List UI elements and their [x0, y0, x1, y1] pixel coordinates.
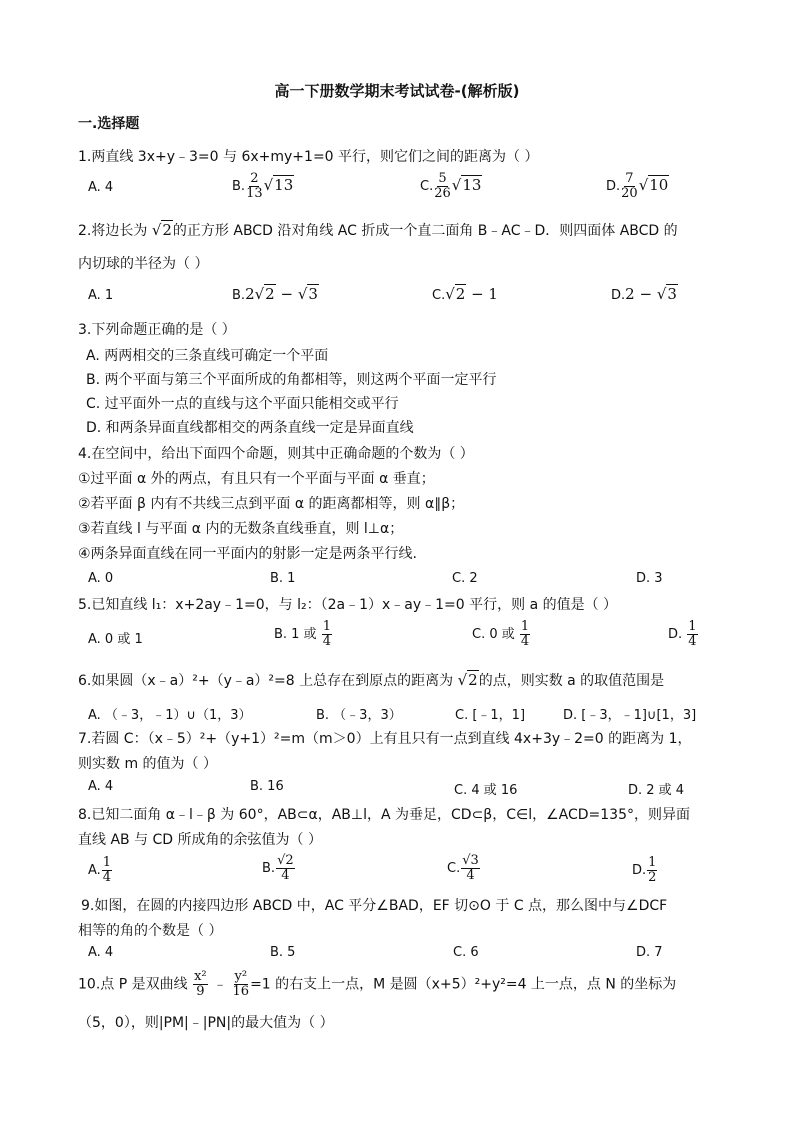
question-7-stem: 7.若圆 C：（x﹣5）²+（y+1）²=m（m＞0）上有且只有一点到直线 4x+3y﹣2=0 的距离为 1， — [78, 731, 692, 747]
fraction: $\frac{1}{2}$ — [648, 855, 657, 885]
q7-option-d: D. 2 或 4 — [628, 783, 685, 798]
q5-option-c: C. 0 或 $\frac{1}{4}$ — [472, 619, 530, 649]
question-10-stem: 10.点 P 是双曲线 $\frac{\text{x²}}{9}$ ﹣ $\frac{\text{y²}}{16}$ =1 的右支上一点，M 是圆（x+5）²+y²=4 上一点，点 N 的坐标为 — [78, 969, 677, 999]
sqrt-symbol: √10 — [638, 176, 669, 194]
q3-option-a: A. 两两相交的三条直线可确定一个平面 — [86, 348, 329, 364]
q8-option-c: C. $\frac{√3}{4}$ — [447, 853, 479, 883]
q2-option-a: A. 1 — [88, 288, 114, 303]
fraction: $\frac{\text{x²}}{9}$ — [194, 969, 207, 999]
q7-option-a: A. 4 — [88, 779, 114, 794]
q1-option-d: D. $\frac{7}{20}$ √10 — [606, 171, 669, 201]
sqrt-symbol: √13 — [263, 176, 294, 194]
q4-option-c: C. 2 — [452, 571, 478, 586]
q8-option-b: B. $\frac{√2}{4}$ — [262, 853, 294, 883]
question-8-stem: 8.已知二面角 α﹣l﹣β 为 60°，AB⊂α，AB⊥l，A 为垂足，CD⊂β，C∈l，∠ACD=135°，则异面 — [78, 807, 690, 823]
question-9-stem-line2: 相等的角的个数是（ ） — [78, 923, 223, 939]
fraction: $\frac{√2}{4}$ — [277, 853, 294, 883]
q9-option-c: C. 6 — [453, 945, 479, 960]
q9-option-b: B. 5 — [270, 945, 296, 960]
question-3-stem: 3.下列命题正确的是（ ） — [78, 322, 236, 338]
q1-option-b: B. $\frac{2}{13}$ √13 — [232, 171, 294, 201]
fraction: $\frac{√3}{4}$ — [462, 853, 479, 883]
sqrt-symbol: √2 — [445, 285, 466, 303]
fraction: $\frac{1}{4}$ — [322, 619, 332, 649]
fraction: $\frac{1}{4}$ — [688, 619, 697, 649]
sqrt-symbol: √13 — [451, 176, 482, 194]
q6-option-d: D. [﹣3，﹣1]∪[1，3] — [563, 708, 697, 723]
fraction: $\frac{2}{13}$ — [246, 171, 263, 201]
q1-option-a: A. 4 — [88, 180, 114, 195]
q6-option-c: C. [﹣1，1] — [455, 708, 526, 723]
sqrt-symbol: √2 — [457, 671, 478, 689]
fraction: $\frac{1}{4}$ — [102, 855, 112, 885]
question-2-stem-line2: 内切球的半径为（ ） — [78, 256, 209, 272]
q4-option-d: D. 3 — [636, 571, 663, 586]
q6-option-a: A. （﹣3，﹣1）∪（1，3） — [88, 708, 252, 723]
fraction: $\frac{7}{20}$ — [621, 171, 638, 201]
fraction: $\frac{\text{y²}}{16}$ — [232, 969, 250, 999]
page-title: 高一下册数学期末考试试卷-(解析版) — [274, 82, 520, 100]
sqrt-symbol: √3 — [297, 285, 318, 303]
question-4-stem: 4.在空间中，给出下面四个命题，则其中正确命题的个数为（ ） — [78, 446, 474, 462]
q5-option-b: B. 1 或 $\frac{1}{4}$ — [274, 619, 332, 649]
question-10-stem-line2: （5，0），则|PM|﹣|PN|的最大值为（ ） — [78, 1015, 334, 1031]
q2-option-c: C.√2 − 1 — [432, 285, 498, 303]
sqrt-symbol: √3 — [656, 285, 677, 303]
q8-option-a: A. $\frac{1}{4}$ — [88, 855, 112, 885]
question-1-stem: 1.两直线 3x+y﹣3=0 与 6x+my+1=0 平行，则它们之间的距离为（ ） — [78, 149, 539, 165]
q1-option-c: C. $\frac{5}{26}$ √13 — [420, 171, 482, 201]
sqrt-symbol: √2 — [254, 285, 275, 303]
q3-option-d: D. 和两条异面直线都相交的两条直线一定是异面直线 — [86, 420, 414, 436]
q2-option-b: B.2√2 − √3 — [232, 285, 318, 303]
q9-option-d: D. 7 — [636, 945, 663, 960]
q8-option-d: D. $\frac{1}{2}$ — [632, 855, 657, 885]
question-8-stem-line2: 直线 AB 与 CD 所成角的余弦值为（ ） — [78, 832, 322, 848]
q9-option-a: A. 4 — [88, 945, 114, 960]
q7-option-c: C. 4 或 16 — [454, 783, 518, 798]
fraction: $\frac{5}{26}$ — [434, 171, 451, 201]
q3-option-b: B. 两个平面与第三个平面所成的角都相等，则这两个平面一定平行 — [86, 372, 497, 388]
q4-statement-2: ②若平面 β 内有不共线三点到平面 α 的距离都相等，则 α∥β； — [78, 496, 465, 512]
q5-option-a: A. 0 或 1 — [88, 632, 143, 647]
section-heading: 一.选择题 — [78, 116, 140, 132]
sqrt-symbol: √2 — [151, 221, 172, 239]
question-6-stem: 6.如果圆（x﹣a）²+（y﹣a）²=8 上总存在到原点的距离为 √2的点，则实数 a 的取值范围是 — [78, 671, 665, 689]
q7-option-b: B. 16 — [250, 779, 284, 794]
question-9-stem: 9.如图，在圆的内接四边形 ABCD 中，AC 平分∠BAD，EF 切⊙O 于 C 点，那么图中与∠DCF — [81, 898, 668, 914]
question-2-stem: 2.将边长为 √2的正方形 ABCD 沿对角线 AC 折成一个直二面角 B﹣AC﹣D．则四面体 ABCD 的 — [78, 221, 678, 239]
q4-option-a: A. 0 — [88, 571, 114, 586]
q5-option-d: D. $\frac{1}{4}$ — [668, 619, 697, 649]
q6-option-b: B. （﹣3，3） — [316, 708, 402, 723]
q2-option-d: D.2 − √3 — [611, 285, 677, 303]
fraction: $\frac{1}{4}$ — [520, 619, 530, 649]
q4-statement-1: ①过平面 α 外的两点，有且只有一个平面与平面 α 垂直； — [78, 471, 435, 487]
q4-option-b: B. 1 — [270, 571, 296, 586]
question-5-stem: 5.已知直线 l₁：x+2ay﹣1=0，与 l₂：（2a﹣1）x﹣ay﹣1=0 平行，则 a 的值是（ ） — [78, 597, 618, 613]
question-7-stem-line2: 则实数 m 的值为（ ） — [78, 756, 217, 772]
q4-statement-4: ④两条异面直线在同一平面内的射影一定是两条平行线. — [78, 546, 417, 562]
q3-option-c: C. 过平面外一点的直线与这个平面只能相交或平行 — [86, 396, 399, 412]
q4-statement-3: ③若直线 l 与平面 α 内的无数条直线垂直，则 l⊥α； — [78, 521, 404, 537]
